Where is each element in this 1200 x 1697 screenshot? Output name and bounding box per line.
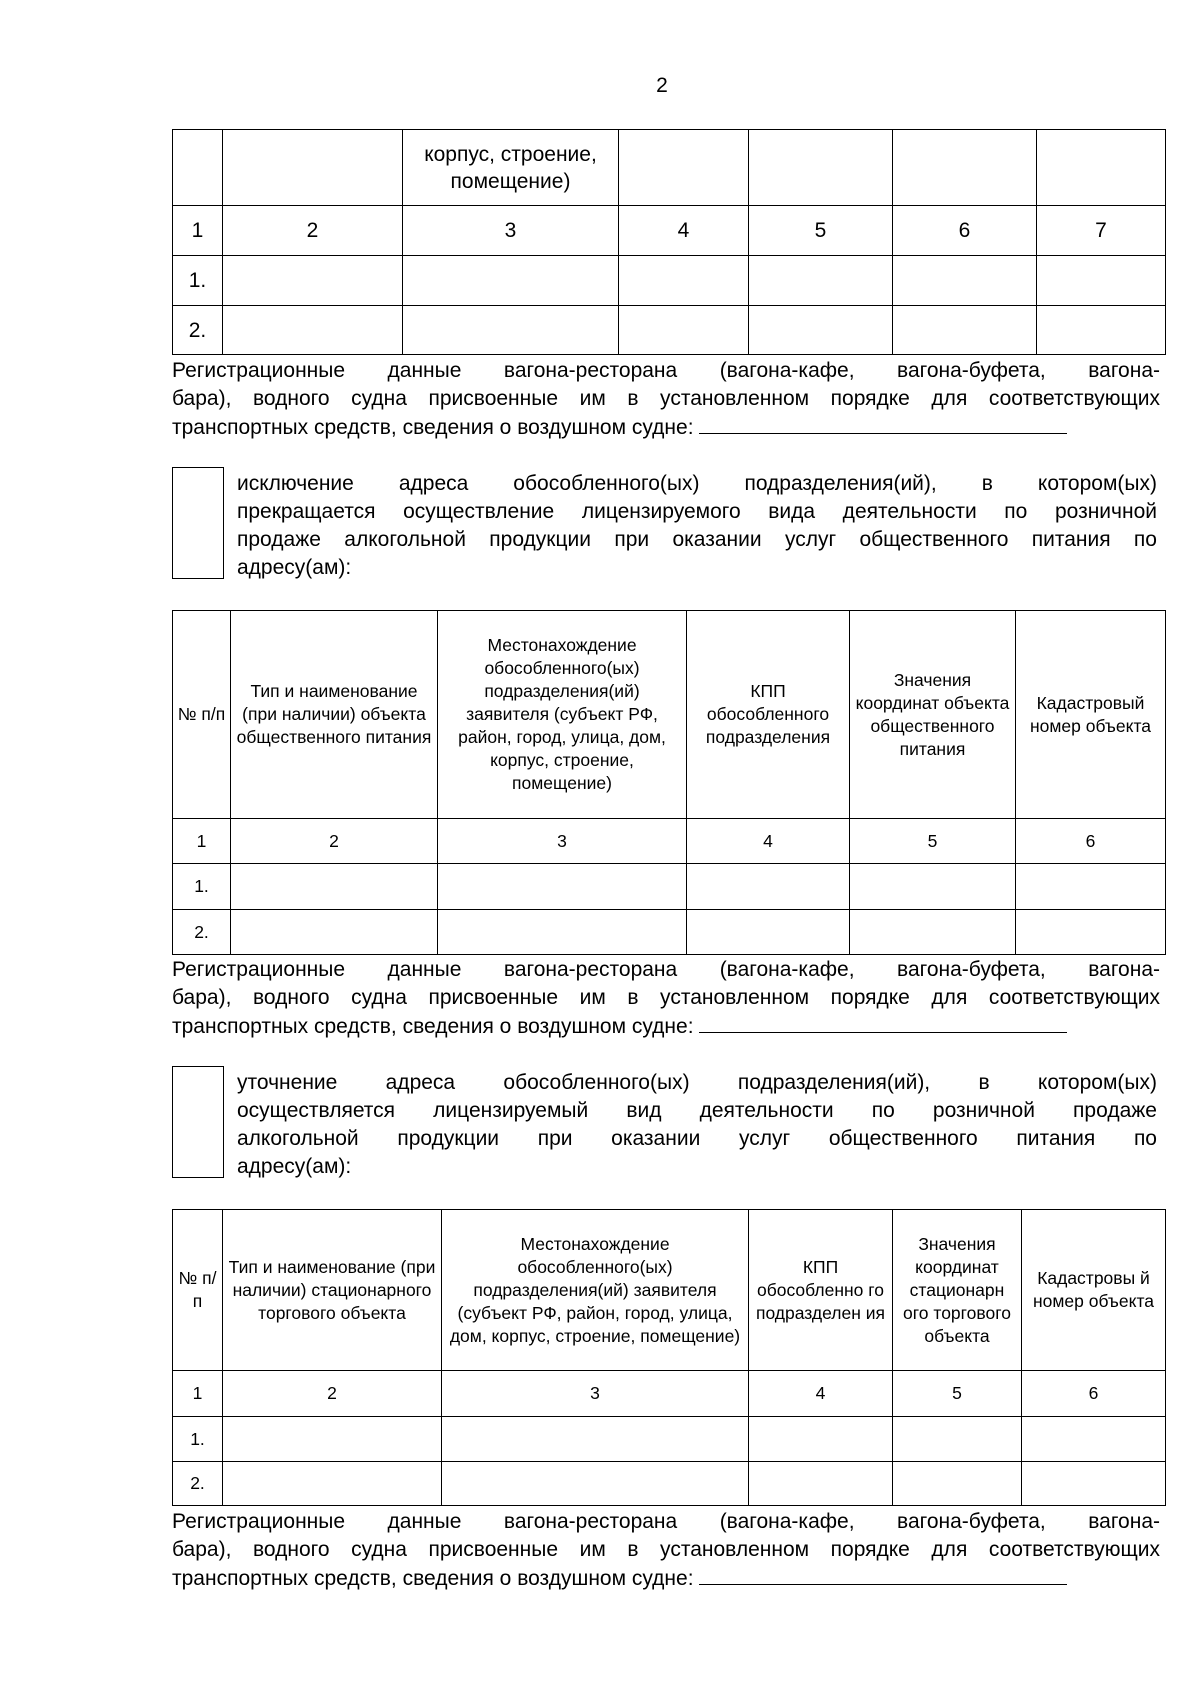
column-number: 5 — [893, 1371, 1022, 1417]
table-cell[interactable] — [1022, 1417, 1166, 1462]
column-header — [893, 130, 1037, 206]
text-line — [172, 984, 1160, 1012]
column-header: Кадастровый номер объекта — [1016, 611, 1166, 819]
table-row — [173, 256, 1166, 306]
text-line — [172, 1508, 1160, 1536]
column-header: Кадастровы й номер объекта — [1022, 1210, 1166, 1371]
registration-note-3 — [172, 1508, 1160, 1592]
row-number: 1. — [173, 256, 223, 306]
text-line — [172, 1564, 1160, 1592]
column-number: 7 — [1037, 206, 1166, 256]
column-number: 5 — [850, 819, 1016, 864]
text-line — [237, 498, 1157, 526]
table-cell[interactable] — [231, 910, 438, 955]
table-cell[interactable] — [749, 1462, 893, 1506]
text-line — [172, 1536, 1160, 1564]
exclusion-option-text — [237, 470, 1157, 582]
aircraft-info-blank-field[interactable] — [699, 1012, 1067, 1033]
column-number-row — [173, 206, 1166, 256]
column-number-row — [173, 1371, 1166, 1417]
column-number: 4 — [749, 1371, 893, 1417]
text-line-content: Регистрационные данные вагона-ресторана (вагона-кафе, вагона-буфета, вагона- — [172, 359, 1160, 382]
table-cell[interactable] — [442, 1417, 749, 1462]
table-row — [173, 306, 1166, 355]
row-number: 2. — [173, 306, 223, 355]
table-cell[interactable] — [619, 306, 749, 355]
column-number: 6 — [893, 206, 1037, 256]
text-line-content: транспортных средств, сведения о воздушном судне: — [172, 416, 694, 439]
text-line — [172, 385, 1160, 413]
table-cell[interactable] — [1022, 1462, 1166, 1506]
column-number: 1 — [173, 1371, 223, 1417]
column-header — [223, 130, 403, 206]
registration-note-1 — [172, 357, 1160, 441]
column-header: КПП обособленно го подразделен ия — [749, 1210, 893, 1371]
table-cell[interactable] — [893, 306, 1037, 355]
text-line-content: адресу(ам): — [237, 1155, 352, 1178]
table-cell[interactable] — [687, 910, 850, 955]
column-number: 2 — [223, 206, 403, 256]
table-row — [173, 864, 1166, 910]
table-cell[interactable] — [403, 306, 619, 355]
text-line-content: уточнение адреса обособленного(ых) подразделения(ий), в котором(ых) — [237, 1071, 1157, 1094]
text-line-content: алкогольной продукции при оказании услуг общественного питания по — [237, 1127, 1157, 1150]
text-line — [237, 1125, 1157, 1153]
column-header: Местонахождение обособленного(ых) подразделения(ий) заявителя (субъект РФ, район, город, улица, дом, корпус, строение, помещение) — [438, 611, 687, 819]
table-addresses-continued — [172, 129, 1166, 355]
header-row — [173, 1210, 1166, 1371]
table-cell[interactable] — [893, 1462, 1022, 1506]
clarification-checkbox[interactable] — [172, 1066, 224, 1178]
column-header: КПП обособленного подразделения — [687, 611, 850, 819]
text-line — [172, 357, 1160, 385]
row-number: 1. — [173, 864, 231, 910]
table-cell[interactable] — [231, 864, 438, 910]
text-line — [172, 413, 1160, 441]
text-line — [172, 956, 1160, 984]
text-line — [237, 554, 1157, 582]
column-header: № п/п — [173, 611, 231, 819]
text-line-content: транспортных средств, сведения о воздушном судне: — [172, 1015, 694, 1038]
table-cell[interactable] — [749, 306, 893, 355]
table-cell[interactable] — [1016, 910, 1166, 955]
table-cell[interactable] — [1037, 306, 1166, 355]
table-cell[interactable] — [438, 864, 687, 910]
text-line-content: бара), водного судна присвоенные им в установленном порядке для соответствующих — [172, 986, 1160, 1009]
column-number: 4 — [619, 206, 749, 256]
row-number: 2. — [173, 1462, 223, 1506]
text-line-content: бара), водного судна присвоенные им в установленном порядке для соответствующих — [172, 387, 1160, 410]
table-cell[interactable] — [619, 256, 749, 306]
aircraft-info-blank-field[interactable] — [699, 1564, 1067, 1585]
column-header — [173, 130, 223, 206]
column-number: 1 — [173, 819, 231, 864]
table-cell[interactable] — [223, 1462, 442, 1506]
header-row — [173, 611, 1166, 819]
text-line-content: адресу(ам): — [237, 556, 352, 579]
text-line-content: исключение адреса обособленного(ых) подразделения(ий), в котором(ых) — [237, 472, 1157, 495]
text-line — [237, 470, 1157, 498]
text-line-content: осуществляется лицензируемый вид деятельности по розничной продаже — [237, 1099, 1157, 1122]
text-line — [237, 1069, 1157, 1097]
text-line-content: Регистрационные данные вагона-ресторана (вагона-кафе, вагона-буфета, вагона- — [172, 1510, 1160, 1533]
table-cell[interactable] — [223, 306, 403, 355]
table-clarification-addresses — [172, 1209, 1166, 1506]
table-cell[interactable] — [850, 910, 1016, 955]
column-number: 2 — [231, 819, 438, 864]
column-header — [619, 130, 749, 206]
table-row — [173, 1462, 1166, 1506]
column-header — [749, 130, 893, 206]
table-cell[interactable] — [403, 256, 619, 306]
column-number: 1 — [173, 206, 223, 256]
column-header: корпус, строение, помещение) — [403, 130, 619, 206]
clarification-option-text — [237, 1069, 1157, 1181]
column-number: 3 — [403, 206, 619, 256]
table-cell[interactable] — [749, 1417, 893, 1462]
row-number: 2. — [173, 910, 231, 955]
table-row — [173, 910, 1166, 955]
row-number: 1. — [173, 1417, 223, 1462]
column-number-row — [173, 819, 1166, 864]
text-line-content: транспортных средств, сведения о воздушном судне: — [172, 1567, 694, 1590]
registration-note-2 — [172, 956, 1160, 1040]
text-line-content: бара), водного судна присвоенные им в установленном порядке для соответствующих — [172, 1538, 1160, 1561]
table-cell[interactable] — [687, 864, 850, 910]
table-cell[interactable] — [1016, 864, 1166, 910]
table-cell[interactable] — [893, 256, 1037, 306]
column-header: Тип и наименование (при наличии) стационарного торгового объекта — [223, 1210, 442, 1371]
text-line — [237, 1097, 1157, 1125]
table-cell[interactable] — [749, 256, 893, 306]
table-exclusion-addresses — [172, 610, 1166, 955]
table-cell[interactable] — [442, 1462, 749, 1506]
column-header: Тип и наименование (при наличии) объекта общественного питания — [231, 611, 438, 819]
table-cell[interactable] — [223, 1417, 442, 1462]
table-cell[interactable] — [893, 1417, 1022, 1462]
column-number: 3 — [438, 819, 687, 864]
column-header: Местонахождение обособленного(ых) подразделения(ий) заявителя (субъект РФ, район, город, улица, дом, корпус, строение, помещение) — [442, 1210, 749, 1371]
exclusion-checkbox[interactable] — [172, 467, 224, 579]
column-number: 6 — [1022, 1371, 1166, 1417]
table-cell[interactable] — [438, 910, 687, 955]
column-number: 4 — [687, 819, 850, 864]
table-cell[interactable] — [850, 864, 1016, 910]
text-line — [237, 1153, 1157, 1181]
table-row — [173, 1417, 1166, 1462]
page-number: 2 — [656, 74, 668, 97]
column-number: 6 — [1016, 819, 1166, 864]
column-header: Значения координат стационарн ого торгового объекта — [893, 1210, 1022, 1371]
text-line-content: продаже алкогольной продукции при оказании услуг общественного питания по — [237, 528, 1157, 551]
text-line — [237, 526, 1157, 554]
table-cell[interactable] — [1037, 256, 1166, 306]
header-row — [173, 130, 1166, 206]
aircraft-info-blank-field[interactable] — [699, 413, 1067, 434]
column-number: 2 — [223, 1371, 442, 1417]
column-number: 3 — [442, 1371, 749, 1417]
column-number: 5 — [749, 206, 893, 256]
text-line — [172, 1012, 1160, 1040]
column-header: № п/п — [173, 1210, 223, 1371]
text-line-content: Регистрационные данные вагона-ресторана (вагона-кафе, вагона-буфета, вагона- — [172, 958, 1160, 981]
column-header — [1037, 130, 1166, 206]
table-cell[interactable] — [223, 256, 403, 306]
column-header: Значения координат объекта общественного питания — [850, 611, 1016, 819]
text-line-content: прекращается осуществление лицензируемого вида деятельности по розничной — [237, 500, 1157, 523]
